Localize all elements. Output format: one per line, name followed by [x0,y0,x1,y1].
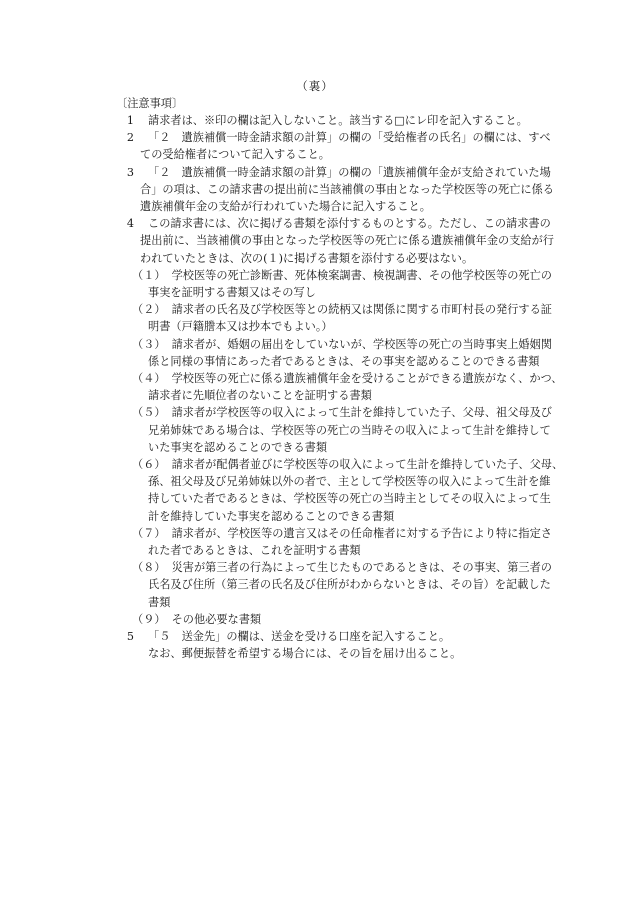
note-line: 「５ 送金先」の欄は、送金を受ける口座を記入すること。 [148,630,451,644]
note-line: 合」の項は、この請求書の提出前に当該補償の事由となった学校医等の死亡に係る [140,182,554,196]
note-item-3 [116,164,554,216]
note-item-2 [116,129,551,163]
note-number: 1 [126,114,134,127]
sub-item-line: いた事実を認めることのできる書類 [148,440,328,454]
note-item-1 [116,112,528,129]
sub-item-line: 学校医等の死亡診断書、死体検案調書、検視調書、その他学校医等の死亡の [171,268,552,282]
sub-item-line: れた者であるときは、これを証明する書類 [148,544,361,558]
sub-item-line: 氏名及び住所（第三者の氏名及び住所がわからないときは、その旨）を記載した [148,578,551,592]
note-item-4 [116,215,564,628]
note-number: 2 [126,131,134,145]
sub-item-line: 災害が第三者の行為によって生じたものであるときは、その事実、第三者の [171,561,552,575]
note-number: 3 [126,165,134,179]
sub-item-line: 請求者が学校医等の収入によって生計を維持していた子、父母、祖父母及び [171,406,552,420]
note-number: 5 [126,630,134,644]
note-line: 「２ 遺族補償一時金請求額の計算」の欄の「受給権者の氏名」の欄には、すべ [148,131,551,145]
sub-item-number: （３） [132,337,166,351]
sub-item-line: 孫、祖父母及び兄弟姉妹以外の者で、主として学校医等の収入によって生計を維 [148,475,551,489]
sub-item-9 [116,611,518,628]
note-line: 「２ 遺族補償一時金請求額の計算」の欄の「遺族補償年金が支給されていた場 [148,165,551,179]
sub-item-number: （５） [132,406,166,420]
sub-item-6 [116,456,564,473]
sub-item-line: 請求者が配偶者並びに学校医等の収入によって生計を維持していた子、父母、 [171,458,564,472]
sub-item-line: 学校医等の死亡に係る遺族補償年金を受けることができる遺族がなく、かつ、 [171,372,563,386]
sub-item-3 [116,336,552,353]
sub-item-7 [116,525,552,542]
note-line: 請求者は、※印の欄は記入しないこと。該当する□にレ印を記入すること。 [148,114,528,127]
sub-item-number: （８） [132,561,166,575]
sub-item-number: （２） [132,303,166,317]
note-item-5 [116,628,518,662]
sub-item-8 [116,559,552,576]
sub-item-5 [116,404,552,421]
note-line: 遺族補償年金の支給が行われていた場合に記入すること。 [140,200,431,214]
notes-content [116,112,564,663]
note-line: ての受給権者について記入すること。 [140,148,330,162]
sub-item-number: （１） [132,268,166,282]
sub-item-line: 書類 [148,595,171,609]
sub-item-number: （６） [132,458,166,472]
note-supplement: なお、郵便振替を希望する場合には、その旨を届け出ること。 [148,647,462,661]
sub-item-line: 計を維持していた事実を認めることのできる書類 [148,509,395,523]
sub-item-1 [116,267,552,284]
sub-item-line: 持していた者であるときは、学校医等の死亡の当時主としてその収入によって生 [148,492,551,506]
sub-item-line: 事実を証明する書類又はその写し [148,286,316,300]
note-line: 提出前に、当該補償の事由となった学校医等の死亡に係る遺族補償年金の支給が行 [140,234,554,248]
note-line: われていたときは、次の(１)に掲げる書類を添付する必要はない。 [140,251,474,265]
sub-item-line: 請求者が、学校医等の遺言又はその任命権者に対する予告により特に指定さ [171,526,552,540]
sub-item-number: （４） [132,372,166,386]
sub-item-2 [116,301,552,318]
page-heading: （裏） [296,79,334,93]
sub-item-line: 明書（戸籍謄本又は抄本でもよい。） [148,320,333,334]
sub-item-line: 請求者が、婚姻の届出をしていないが、学校医等の死亡の当時事実上婚姻関 [171,337,552,351]
note-number: 4 [126,217,134,231]
sub-item-4 [116,370,563,387]
notes-title: 〔注意事項〕 [116,97,184,110]
sub-item-number: （９） [132,612,166,626]
note-line: この請求書には、次に掲げる書類を添付するものとする。ただし、この請求書の [148,217,551,231]
sub-item-line: その他必要な書類 [171,612,262,626]
sub-item-line: 係と同様の事情にあった者であるときは、その事実を認めることのできる書類 [148,354,540,368]
sub-item-line: 兄弟姉妹である場合は、学校医等の死亡の当時その収入によって生計を維持して [148,423,551,437]
sub-item-line: 請求者に先順位者のないことを証明する書類 [148,389,372,403]
sub-item-line: 請求者の氏名及び学校医等との続柄又は関係に関する市町村長の発行する証 [171,303,552,317]
sub-item-number: （７） [132,526,166,540]
